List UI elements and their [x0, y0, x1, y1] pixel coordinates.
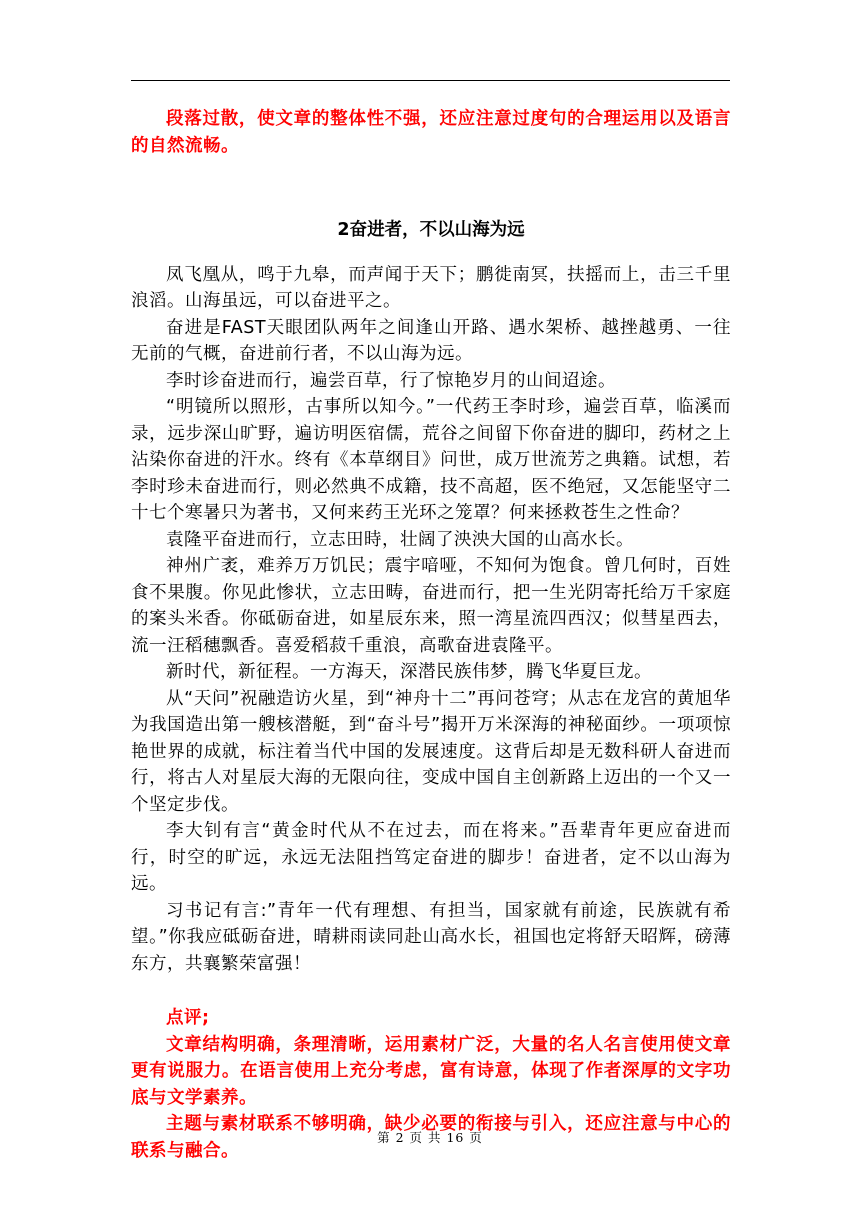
- review-item: 文章结构明确，条理清晰，运用素材广泛，大量的名人名言使用使文章更有说服力。在语言使用上充分考虑，富有诗意，体现了作者深厚的文字功底与文学素养。: [131, 1034, 731, 1108]
- header-rule: [131, 80, 730, 81]
- essay-paragraph: 从“天问”祝融造访火星，到“神舟十二”再问苍穹；从志在龙宫的黄旭华为我国造出第一艘核潜艇，到“奋斗号”揭开万米深海的神秘面纱。一项项惊艳世界的成就，标注着当代中国的发展速度。这背后却是无数科研人奋进而行，将古人对星辰大海的无限向往，变成中国自主创新路上迈出的一个又一个坚定步伐。: [131, 688, 731, 815]
- page-content: [131, 106, 731, 1164]
- essay-paragraph: 奋进是FAST天眼团队两年之间逢山开路、遇水架桥、越挫越勇、一往无前的气概，奋进前行者，不以山海为远。: [131, 317, 731, 364]
- essay-paragraph: “明镜所以照形，古事所以知今。”一代药王李时珍，遍尝百草，临溪而录，远步深山旷野，遍访明医宿儒，荒谷之间留下你奋进的脚印，药材之上沾染你奋进的汗水。终有《本草纲目》问世，成万世流芳之典籍。试想，若李时珍未奋进而行，则必然典不成籍，技不高超，医不绝冠，又怎能坚守二十七个寒暑只为著书，又何来药王光环之笼罩？何来拯救苍生之性命？: [131, 397, 731, 523]
- essay-body: [131, 262, 731, 978]
- essay-paragraph: 神州广袤，难养万万饥民；震宇喑哑，不知何为饱食。曾几何时，百姓食不果腹。你见此惨状，立志田畴，奋进而行，把一生光阴寄托给万千家庭的案头米香。你砥砺奋进，如星辰东来，照一湾星流四西汉；似彗星西去，流一汪稻穗飘香。喜爱稻菽千重浪，高歌奋进袁隆平。: [131, 556, 731, 656]
- essay-paragraph: 习书记有言:”青年一代有理想、有担当，国家就有前途，民族就有希望。”你我应砥砺奋进，晴耕雨读同赴山高水长，祖国也定将舒天昭辉，磅薄东方，共襄繁荣富强！: [131, 900, 731, 974]
- review-item: 主题与素材联系不够明确，缺少必要的衔接与引入，还应注意与中心的联系与融合。: [131, 1114, 731, 1161]
- essay-title: 2奋进者，不以山海为远: [337, 220, 525, 240]
- essay-paragraph: 凤飞凰从，鸣于九皋，而声闻于天下；鹏徙南冥，扶摇而上，击三千里浪滔。山海虽远，可以奋进平之。: [131, 264, 731, 311]
- essay-paragraph: 袁隆平奋进而行，立志田時，壮阔了泱泱大国的山高水长。: [166, 529, 634, 550]
- previous-comment: 段落过散，使文章的整体性不强，还应注意过度句的合理运用以及语言的自然流畅。: [131, 109, 731, 156]
- review-label: 点评;: [166, 1008, 210, 1028]
- page-number-footer: 第 2 页 共 16 页: [377, 1130, 483, 1145]
- essay-paragraph: 李时诊奋进而行，遍尝百草，行了惊艳岁月的山间迢途。: [166, 370, 616, 391]
- essay-paragraph: 新时代，新征程。一方海天，深潜民族伟梦，腾飞华夏巨龙。: [166, 662, 652, 682]
- essay-paragraph: 李大钊有言“黄金时代从不在过去，而在将来。”吾辈青年更应奋进而行，时空的旷远，永远无法阻挡笃定奋进的脚步！奋进者，定不以山海为远。: [131, 821, 731, 894]
